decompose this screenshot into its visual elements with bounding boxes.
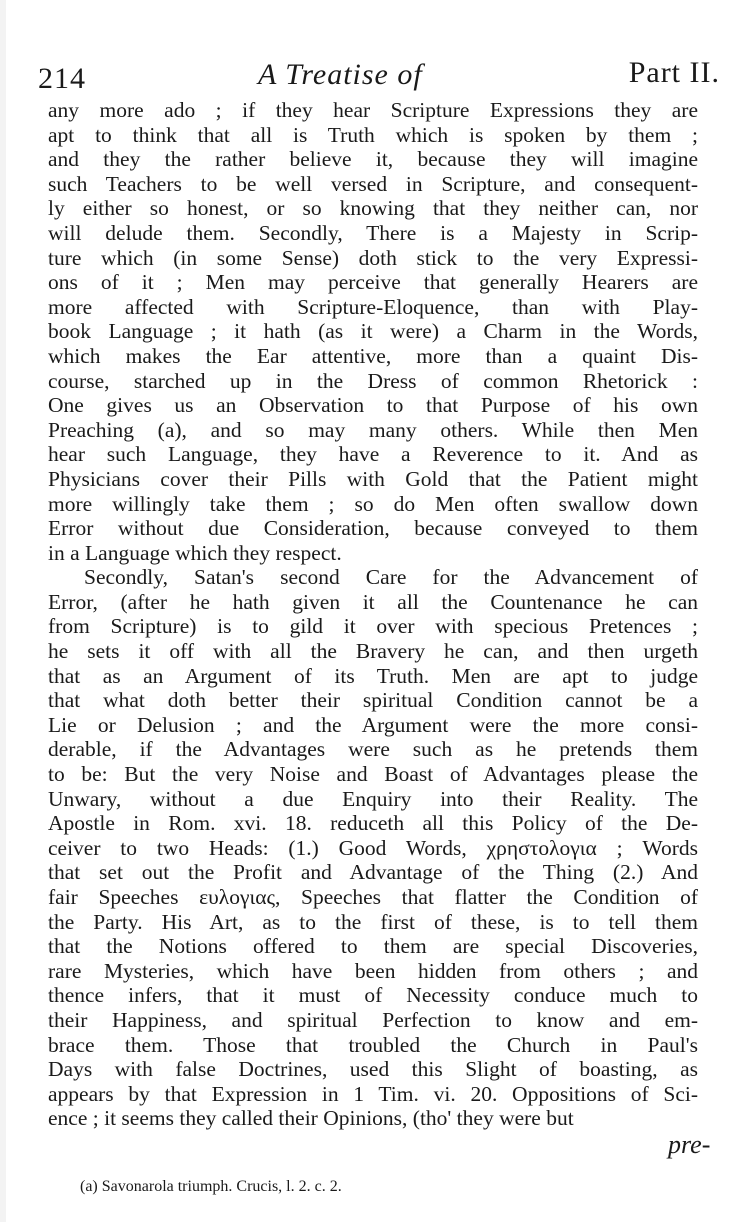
text-line: their Happiness, and spiritual Perfection to know and em- — [48, 1007, 698, 1032]
text-line: Physicians cover their Pills with Gold that the Patient might — [48, 466, 698, 491]
text-line: in a Language which they respect. — [48, 540, 342, 565]
text-line: Error, (after he hath given it all the Countenance he can — [48, 589, 698, 614]
text-line: book Language ; it hath (as it were) a Charm in the Words, — [48, 319, 698, 344]
text-line: that what doth better their spiritual Condition cannot be a — [48, 688, 698, 713]
text-line: fair Speeches ευλογιας, Speeches that flatter the Condition of — [48, 885, 698, 909]
text-line: rare Mysteries, which have been hidden from others ; and — [48, 958, 698, 983]
text-line: Apostle in Rom. xvi. 18. reduceth all this Policy of the De- — [48, 811, 698, 836]
text-line: thence infers, that it must of Necessity conduce much to — [48, 983, 698, 1008]
text-line: ly either so honest, or so knowing that they neither can, nor — [48, 196, 698, 221]
text-line: that set out the Profit and Advantage of the Thing (2.) And — [48, 860, 698, 885]
text-line: Days with false Doctrines, used this Slight of boasting, as — [48, 1057, 698, 1082]
text-line: derable, if the Advantages were such as he pretends them — [48, 737, 698, 762]
text-line: ons of it ; Men may perceive that generally Hearers are — [48, 270, 698, 295]
part-label: Part II. — [628, 56, 720, 89]
text-line: ture which (in some Sense) doth stick to the very Expressi- — [48, 245, 698, 270]
text-line: and they the rather believe it, because they will imagine — [48, 147, 698, 172]
text-line: Preaching (a), and so may many others. While then Men — [48, 417, 698, 442]
text-line: he sets it off with all the Bravery he can, and then urgeth — [48, 639, 698, 664]
text-line: hear such Language, they have a Reverence to it. And as — [48, 442, 698, 467]
text-line: Unwary, without a due Enquiry into their Reality. The — [48, 786, 698, 811]
footnote: (a) Savonarola triumph. Crucis, l. 2. c. 2. — [80, 1178, 342, 1195]
text-line: Error without due Consideration, because conveyed to them — [48, 516, 698, 541]
text-line: the Party. His Art, as to the first of these, is to tell them — [48, 909, 698, 934]
running-header — [38, 52, 720, 96]
text-line: appears by that Expression in 1 Tim. vi. 20. Oppositions of Sci- — [48, 1081, 698, 1106]
text-line: apt to think that all is Truth which is spoken by them ; — [48, 122, 698, 147]
text-line: ence ; it seems they called their Opinions, (tho' they were but — [48, 1106, 574, 1131]
text-line: course, starched up in the Dress of common Rhetorick : — [48, 368, 698, 393]
text-line: that as an Argument of its Truth. Men are apt to judge — [48, 663, 698, 688]
text-line: brace them. Those that troubled the Church in Paul's — [48, 1032, 698, 1057]
text-line: which makes the Ear attentive, more than a quaint Dis- — [48, 343, 698, 368]
text-line: will delude them. Secondly, There is a Majesty in Scrip- — [48, 220, 698, 245]
text-line: such Teachers to be well versed in Scripture, and consequent- — [48, 171, 698, 196]
page-edge-left — [0, 0, 6, 1222]
text-line: that the Notions offered to them are special Discoveries, — [48, 934, 698, 959]
text-line: One gives us an Observation to that Purpose of his own — [48, 393, 698, 418]
text-line: ceiver to two Heads: (1.) Good Words, χρηστολογια ; Words — [48, 835, 698, 860]
text-line: Lie or Delusion ; and the Argument were the more consi- — [48, 712, 698, 737]
text-line: more affected with Scripture-Eloquence, than with Play- — [48, 294, 698, 319]
body-text — [48, 98, 698, 1131]
text-line: Secondly, Satan's second Care for the Advancement of — [84, 565, 698, 590]
page-number: 214 — [38, 62, 86, 95]
text-line: to be: But the very Noise and Boast of Advantages please the — [48, 762, 698, 787]
catchword: pre- — [668, 1130, 711, 1159]
text-line: any more ado ; if they hear Scripture Expressions they are — [48, 98, 698, 122]
text-line: more willingly take them ; so do Men often swallow down — [48, 491, 698, 516]
text-line: from Scripture) is to gild it over with specious Pretences ; — [48, 614, 698, 639]
running-title: A Treatise of — [258, 58, 423, 91]
